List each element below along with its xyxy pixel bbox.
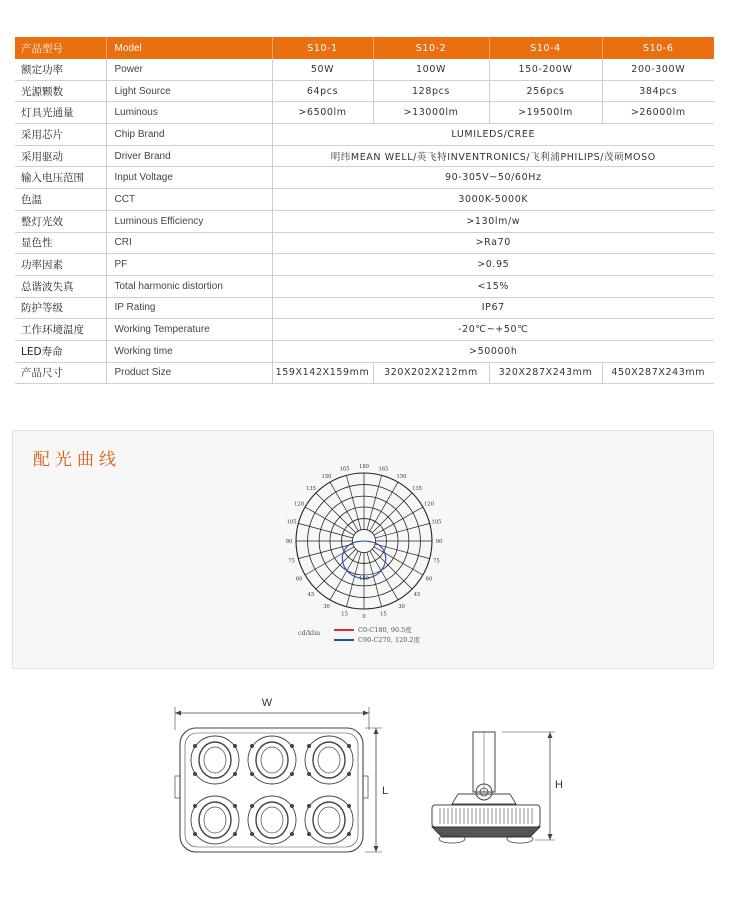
polar-spoke — [346, 475, 361, 530]
table-row — [15, 124, 714, 146]
row-label-cn: 输入电压范围 — [15, 167, 106, 189]
row-label-cn: 产品尺寸 — [15, 362, 106, 384]
angle-label: 60 — [295, 576, 303, 583]
angle-label: 75 — [288, 558, 295, 565]
row-label-en: Light Source — [106, 80, 272, 102]
polar-spoke — [298, 523, 353, 538]
legend-label: C90-C270, 120.2度 — [358, 636, 421, 644]
value-cell: 320X202X212mm — [373, 362, 489, 384]
fin-group — [440, 808, 532, 824]
row-label-en: Product Size — [106, 362, 272, 384]
height-label: H — [555, 779, 563, 791]
side-view — [432, 732, 555, 843]
polar-spoke — [367, 552, 382, 607]
angle-label: 105 — [286, 519, 297, 526]
legend-item-c0 — [334, 625, 412, 634]
value-cell: 200-300W — [602, 59, 714, 80]
table-row — [15, 319, 714, 341]
value-cell: 3000K-5000K — [272, 189, 714, 211]
value-cell: >26000lm — [602, 102, 714, 124]
table-row — [15, 297, 714, 319]
angle-label: 120 — [294, 501, 305, 508]
value-cell: <15% — [272, 275, 714, 297]
row-label-en: CCT — [106, 189, 272, 211]
angle-label: 30 — [398, 603, 405, 610]
table-row — [15, 232, 714, 254]
table-row — [15, 59, 714, 80]
model-cell: S10-1 — [272, 37, 373, 59]
polar-spoke — [372, 493, 412, 533]
table-row — [15, 362, 714, 384]
value-cell: >Ra70 — [272, 232, 714, 254]
row-label-cn: 色温 — [15, 189, 106, 211]
polar-diagram — [284, 461, 444, 621]
angle-label: 60 — [425, 576, 433, 583]
value-cell: -20℃~+50℃ — [272, 319, 714, 341]
spec-table — [15, 37, 714, 384]
row-label-cn: 工作环境温度 — [15, 319, 106, 341]
legend-swatch-blue — [334, 639, 354, 641]
dimension-drawings — [160, 690, 580, 870]
table-row — [15, 275, 714, 297]
legend-swatch-red — [334, 629, 354, 631]
row-label-cn: 光源颗数 — [15, 80, 106, 102]
model-cell: S10-4 — [489, 37, 602, 59]
curve-title: 配光曲线 — [33, 450, 121, 470]
value-cell: >0.95 — [272, 254, 714, 276]
table-row — [15, 102, 714, 124]
front-view — [175, 707, 382, 852]
angle-label: 90 — [285, 539, 293, 545]
value-cell: 明纬MEAN WELL/英飞特INVENTRONICS/飞利浦PHILIPS/茂硕MOSO — [272, 145, 714, 167]
angle-label: 30 — [323, 603, 330, 610]
angle-label: 90 — [435, 539, 443, 545]
lens-group — [191, 736, 353, 844]
length-label: L — [382, 785, 389, 797]
legend-unit: cd/klm — [298, 629, 321, 637]
value-cell: >130lm/w — [272, 210, 714, 232]
angle-label: 180 — [359, 464, 369, 470]
table-header-row — [15, 37, 714, 59]
value-cell: >19500lm — [489, 102, 602, 124]
value-cell: 450X287X243mm — [602, 362, 714, 384]
table-row — [15, 167, 714, 189]
value-cell: 50W — [272, 59, 373, 80]
polar-spoke — [367, 475, 382, 530]
polar-spoke — [298, 544, 353, 559]
row-label-en: PF — [106, 254, 272, 276]
row-label-en: IP Rating — [106, 297, 272, 319]
angle-label: 45 — [307, 592, 315, 599]
legend-label: C0-C180, 90.5度 — [358, 626, 412, 634]
value-cell: >50000h — [272, 340, 714, 362]
row-label-cn: 灯具光通量 — [15, 102, 106, 124]
model-cell: S10-6 — [602, 37, 714, 59]
width-label: W — [261, 697, 273, 709]
angle-label: 150 — [396, 474, 407, 481]
angle-label: 150 — [321, 474, 332, 481]
value-cell: 100W — [373, 59, 489, 80]
row-label-en: Driver Brand — [106, 145, 272, 167]
value-cell: 150-200W — [489, 59, 602, 80]
angle-label: 0 — [362, 614, 366, 620]
light-curve-panel — [12, 430, 714, 669]
header-cn: 产品型号 — [15, 37, 106, 59]
angle-label: 75 — [433, 558, 440, 565]
polar-spoke — [316, 549, 356, 589]
angle-label: 15 — [380, 611, 387, 618]
row-label-en: Working Temperature — [106, 319, 272, 341]
row-label-cn: 显色性 — [15, 232, 106, 254]
polar-spoke — [375, 523, 430, 538]
row-label-en: Luminous Efficiency — [106, 210, 272, 232]
value-cell: LUMILEDS/CREE — [272, 124, 714, 146]
table-row — [15, 80, 714, 102]
row-label-cn: 总谐波失真 — [15, 275, 106, 297]
value-cell: 159X142X159mm — [272, 362, 373, 384]
table-row — [15, 189, 714, 211]
angle-label: 135 — [306, 485, 316, 492]
value-cell: 90-305V~50/60Hz — [272, 167, 714, 189]
row-label-cn: 采用芯片 — [15, 124, 106, 146]
value-cell: >6500lm — [272, 102, 373, 124]
table-row — [15, 210, 714, 232]
value-cell: 320X287X243mm — [489, 362, 602, 384]
polar-spoke — [372, 549, 412, 589]
legend-item-c90 — [334, 635, 420, 644]
angle-label: 165 — [339, 466, 350, 473]
table-row — [15, 145, 714, 167]
value-cell: 64pcs — [272, 80, 373, 102]
value-cell: IP67 — [272, 297, 714, 319]
value-cell: 256pcs — [489, 80, 602, 102]
row-label-en: CRI — [106, 232, 272, 254]
value-cell: 384pcs — [602, 80, 714, 102]
table-row — [15, 340, 714, 362]
angle-label: 45 — [413, 592, 421, 599]
row-label-cn: 采用驱动 — [15, 145, 106, 167]
center-label: 150 — [359, 576, 369, 582]
row-label-cn: 防护等级 — [15, 297, 106, 319]
table-row — [15, 254, 714, 276]
row-label-cn: 功率因素 — [15, 254, 106, 276]
row-label-cn: 整灯光效 — [15, 210, 106, 232]
row-label-cn: 额定功率 — [15, 59, 106, 80]
angle-label: 165 — [378, 466, 389, 473]
angle-label: 135 — [412, 485, 422, 492]
spec-table-body — [15, 37, 714, 384]
row-label-en: Luminous — [106, 102, 272, 124]
value-cell: 128pcs — [373, 80, 489, 102]
row-label-en: Total harmonic distortion — [106, 275, 272, 297]
row-label-en: Chip Brand — [106, 124, 272, 146]
row-label-cn: LED寿命 — [15, 340, 106, 362]
header-en: Model — [106, 37, 272, 59]
angle-label: 105 — [431, 519, 442, 526]
polar-spoke — [375, 544, 430, 559]
row-label-en: Input Voltage — [106, 167, 272, 189]
row-label-en: Power — [106, 59, 272, 80]
angle-label: 15 — [341, 611, 348, 618]
value-cell: >13000lm — [373, 102, 489, 124]
polar-spoke — [316, 493, 356, 533]
angle-label: 120 — [423, 501, 434, 508]
row-label-en: Working time — [106, 340, 272, 362]
model-cell: S10-2 — [373, 37, 489, 59]
